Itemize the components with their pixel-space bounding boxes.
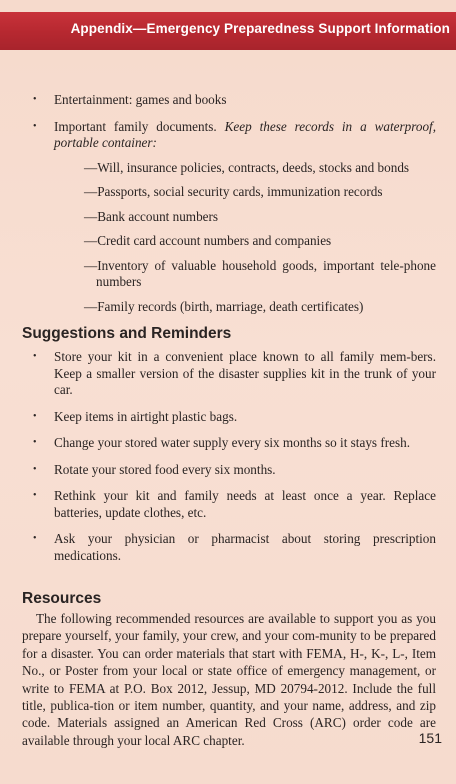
sub-list-item: —Inventory of valuable household goods, important tele-phone numbers [84, 257, 436, 289]
sub-list-item: —Bank account numbers [84, 208, 219, 224]
sub-list-item: —Credit card account numbers and companies [84, 233, 332, 248]
suggestions-list [22, 349, 436, 564]
page-number: 151 [418, 730, 442, 746]
documents-sub-list [54, 160, 436, 316]
list-item: • Store your kit in a convenient place known to all family mem-bers. Keep a smaller version of the disaster supplies kit in the trunk of your car. [22, 349, 436, 399]
list-item: • Rotate your stored food every six months. [22, 462, 436, 479]
list-item: • Change your stored water supply every six months so it stays fresh. [22, 435, 436, 452]
running-header-title: Appendix—Emergency Preparedness Support Information [70, 21, 450, 36]
list-item-text: Entertainment: games and books [54, 92, 227, 107]
list-item: • Keep items in airtight plastic bags. [22, 409, 436, 426]
resources-heading: Resources [22, 590, 102, 607]
list-item-note: Keep these records in a waterproof, portable container: [54, 118, 437, 150]
sub-list-item: —Family records (birth, marriage, death certificates) [84, 298, 364, 314]
list-item-entertainment [22, 92, 436, 109]
list-item-documents [22, 119, 436, 316]
list-item: • Rethink your kit and family needs at least once a year. Replace batteries, update clothes, etc. [22, 488, 436, 521]
sub-list-item: —Passports, social security cards, immunization records [84, 184, 383, 199]
list-item-text: Important family documents. [54, 118, 225, 134]
page-content [22, 92, 436, 749]
supplies-list [22, 92, 436, 315]
sub-list-item: —Will, insurance policies, contracts, deeds, stocks and bonds [84, 159, 410, 175]
list-item: • Ask your physician or pharmacist about storing prescription medications. [22, 531, 436, 564]
resources-paragraph: The following recommended resources are available to support you as you prepare yourself, your family, your crew, and your com-munity to be prepared for a disaster. You can order materials that start with FEMA, H-, K-, L-, Item No., or Poster from your local or state office of emergency management, or write to FEMA at P.O. Box 2012, Jessup, MD 20794-2012. Include the full title, publica-tion or item number, quantity, and your name, address, and zip code. Materials assigned an American Red Cross (ARC) order code are available through your local ARC chapter. [22, 611, 436, 748]
suggestions-heading: Suggestions and Reminders [22, 325, 232, 342]
